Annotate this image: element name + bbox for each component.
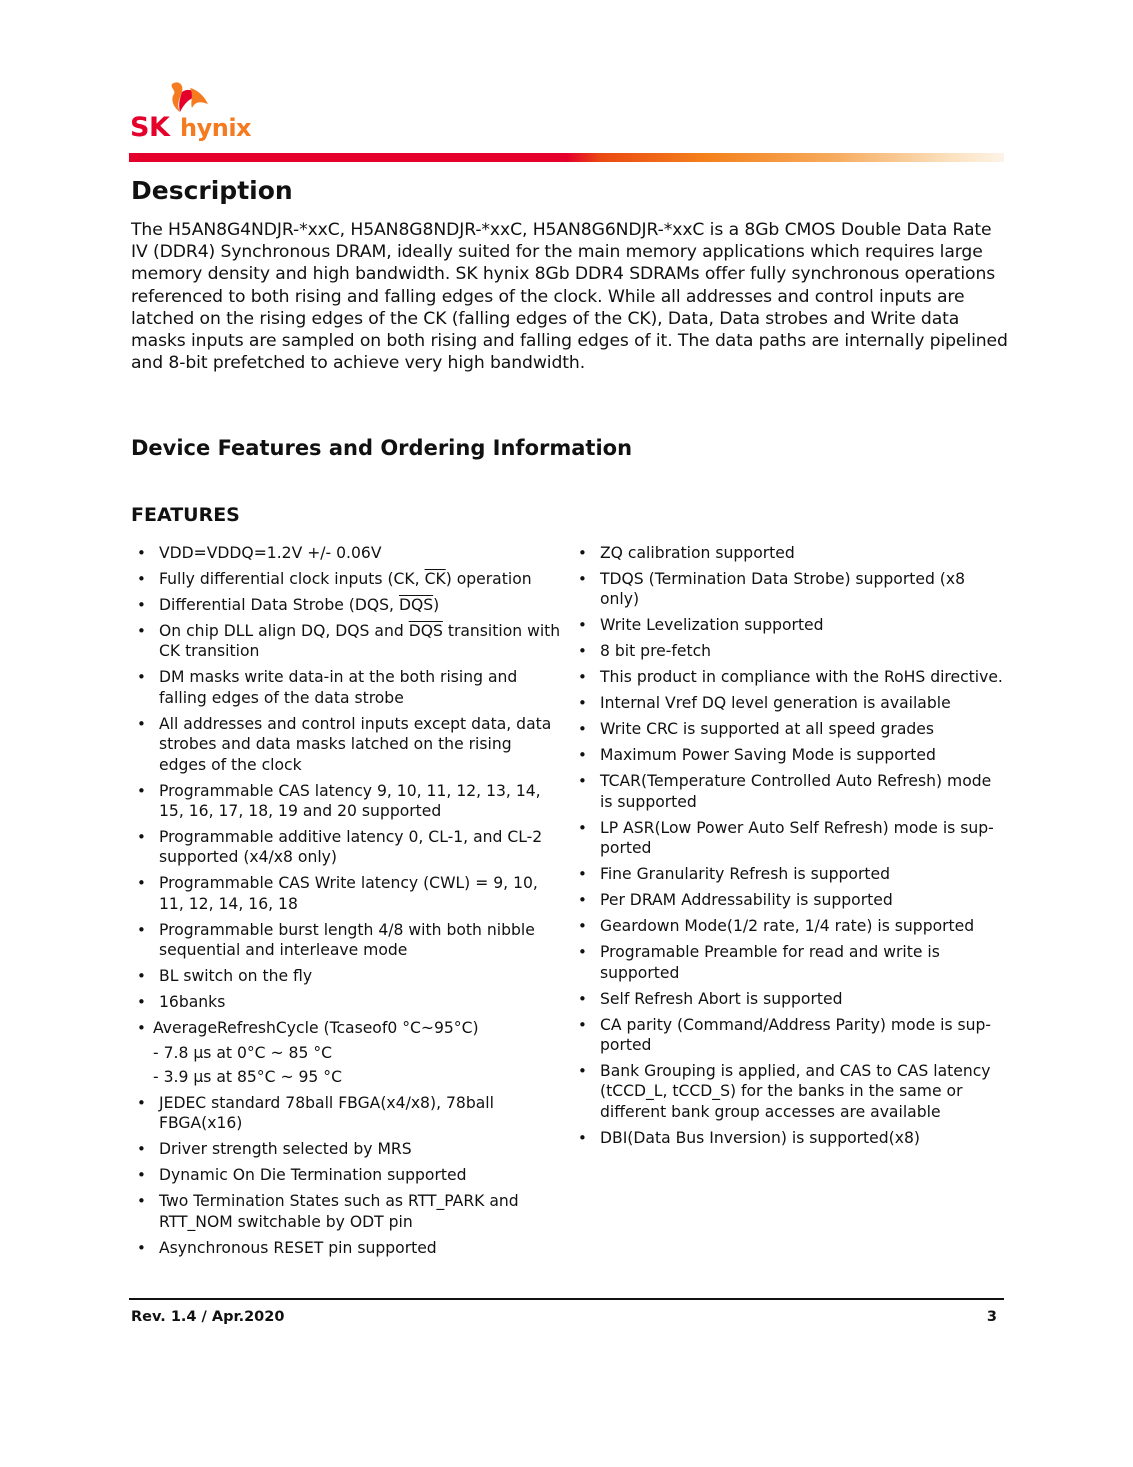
ck-bar: $\overline{CK}$ [424,570,446,588]
features-heading: FEATURES [131,504,240,526]
feature-item: • Internal Vref DQ level generation is available [572,693,1004,713]
feature-item: • Programmable burst length 4/8 with both nibble sequential and interleave mode [131,920,563,961]
feature-item: • ZQ calibration supported [572,543,1004,563]
device-features-heading: Device Features and Ordering Information [131,436,633,460]
feature-item: • Fine Granularity Refresh is supported [572,864,1004,884]
feature-item: • Differential Data Strobe (DQS, $\overline{DQS}$) [131,595,563,615]
feature-item: • On chip DLL align DQ, DQS and $\overline{DQS}$ transition with CK transition [131,621,563,662]
feature-item: • Fully differential clock inputs (CK, $\overline{CK}$) operation [131,569,563,589]
footer-divider [129,1298,1004,1300]
feature-item: • TCAR(Temperature Controlled Auto Refresh) mode is supported [572,771,1004,812]
feature-item: • Dynamic On Die Termination supported [131,1165,563,1185]
feature-item: • Programable Preamble for read and write is supported [572,942,1004,983]
dqs-bar: $\overline{DQS}$ [408,622,443,640]
feature-item: • Per DRAM Addressability is supported [572,890,1004,910]
feature-item: • Programmable CAS Write latency (CWL) = 9, 10, 11, 12, 14, 16, 18 [131,873,563,914]
feature-item: • JEDEC standard 78ball FBGA(x4/x8), 78ball FBGA(x16) [131,1093,563,1134]
feature-item: • Two Termination States such as RTT_PARK and RTT_NOM switchable by ODT pin [131,1191,563,1232]
logo-sk-text: SK [130,112,170,143]
page-number: 3 [986,1309,997,1325]
logo-hynix-text: hynix [180,114,252,142]
feature-item: • CA parity (Command/Address Parity) mode is sup-ported [572,1015,1004,1056]
refresh-sub-item: - 7.8 µs at 0°C ~ 85 °C [153,1043,333,1062]
refresh-sub-item: - 3.9 µs at 85°C ~ 95 °C [153,1068,342,1087]
dqs-bar: $\overline{DQS}$ [398,596,434,614]
feature-item: • Driver strength selected by MRS [131,1139,563,1159]
feature-item: • Self Refresh Abort is supported [572,989,1004,1009]
sk-hynix-logo [130,78,270,148]
feature-item: • This product in compliance with the RoHS directive. [572,667,1004,687]
feature-item: • Write Levelization supported [572,615,1004,635]
features-list-left [131,543,563,1264]
features-list-right [572,543,1004,1154]
feature-item: • DM masks write data-in at the both rising and falling edges of the data strobe [131,667,563,708]
feature-item: • TDQS (Termination Data Strobe) supported (x8 only) [572,569,1004,610]
feature-item: • Programmable additive latency 0, CL-1, and CL-2 supported (x4/x8 only) [131,827,563,868]
feature-item: • Write CRC is supported at all speed grades [572,719,1004,739]
header-gradient-bar [129,153,1004,162]
feature-item: • Asynchronous RESET pin supported [131,1238,563,1258]
feature-item-refresh: • AverageRefreshCycle (Tcaseof0 °C~95°C) - 7.8 µs at 0°C ~ 85 °C - 3.9 µs at 85°C ~ 95 °C [131,1018,563,1087]
feature-item: • Bank Grouping is applied, and CAS to CAS latency (tCCD_L, tCCD_S) for the banks in the same or different bank group accesses are available [572,1061,1004,1122]
feature-item: • Geardown Mode(1/2 rate, 1/4 rate) is supported [572,916,1004,936]
feature-item: • BL switch on the fly [131,966,563,986]
feature-item: • Maximum Power Saving Mode is supported [572,745,1004,765]
footer-revision: Rev. 1.4 / Apr.2020 [131,1309,285,1325]
feature-item: • 16banks [131,992,563,1012]
feature-item: • LP ASR(Low Power Auto Self Refresh) mode is sup-ported [572,818,1004,859]
feature-item: • DBI(Data Bus Inversion) is supported(x8) [572,1128,1004,1148]
description-body: The H5AN8G4NDJR-*xxC, H5AN8G8NDJR-*xxC, H5AN8G6NDJR-*xxC is a 8Gb CMOS Double Data Rate IV (DDR4) Synchronous DRAM, ideally suited for the main memory applications which requires large memory density and high bandwidth. SK hynix 8Gb DDR4 SDRAMs offer fully synchronous operations referenced to both rising and falling edges of the clock. While all addresses and control inputs are latched on the rising edges of the CK (falling edges of the CK), Data, Data strobes and Write data masks inputs are sampled on both rising and falling edges of it. The data paths are internally pipelined and 8-bit prefetched to achieve very high bandwidth. [131,220,1008,374]
description-heading: Description [131,176,293,205]
feature-item: • Programmable CAS latency 9, 10, 11, 12, 13, 14, 15, 16, 17, 18, 19 and 20 supported [131,781,563,822]
feature-item: • All addresses and control inputs except data, data strobes and data masks latched on the rising edges of the clock [131,714,563,775]
feature-item: • 8 bit pre-fetch [572,641,1004,661]
feature-item: • VDD=VDDQ=1.2V +/- 0.06V [131,543,563,563]
